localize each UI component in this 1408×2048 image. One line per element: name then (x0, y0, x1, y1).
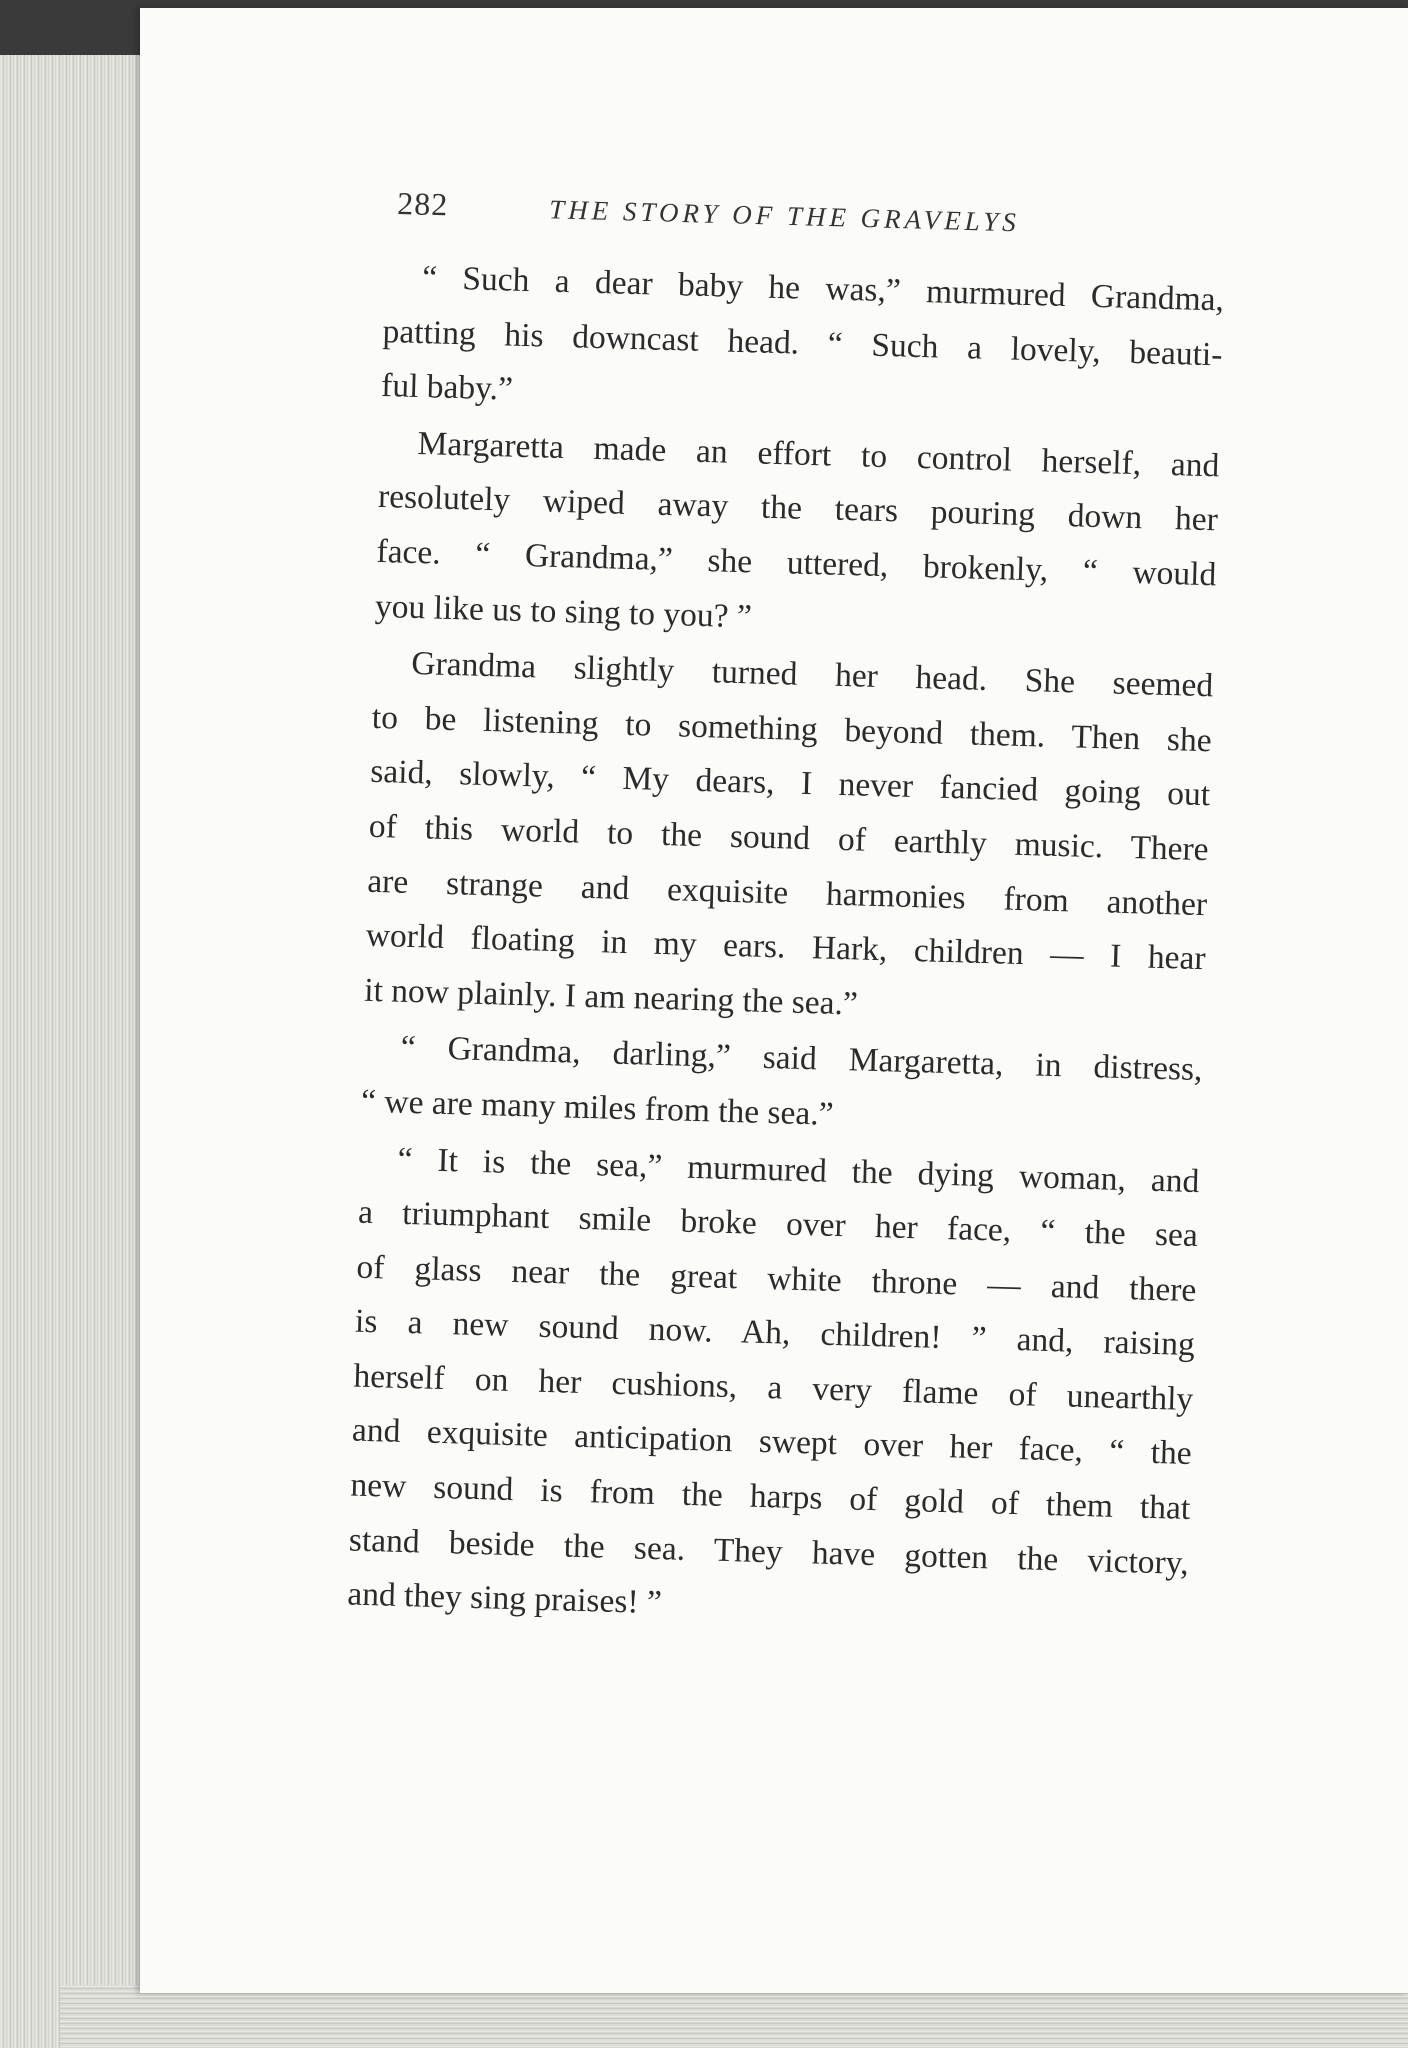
text-line: Margaretta made an effort to control herself, and (417, 424, 1220, 485)
text-line: new sound is from the harps of gold of them that (349, 1466, 1191, 1528)
paragraph (347, 1131, 1200, 1646)
text-line: “ Such a dear baby he was,” murmured Grandma, (421, 259, 1225, 319)
page-edges-left (0, 55, 150, 2048)
text-line: “ Grandma, darling,” said Margaretta, in distress, (400, 1029, 1203, 1089)
text-line: patting his downcast head. “ Such a lovely, beauti- (382, 312, 1223, 374)
text-line: of this world to the sound of earthly music. There (368, 807, 1210, 869)
text-line: world floating in my ears. Hark, children — I hear (365, 916, 1207, 978)
text-line: ful baby.” (380, 367, 514, 408)
text-line: “ It is the sea,” murmured the dying woman, and (397, 1140, 1200, 1200)
book-title: THE STORY OF THE GRAVELYS (548, 194, 1021, 238)
paragraph (374, 416, 1220, 658)
text-line: Grandma slightly turned her head. She seemed (410, 645, 1214, 705)
text-line: face. “ Grandma,” she uttered, brokenly, “ would (376, 532, 1217, 594)
text-line: and they sing praises! ” (346, 1575, 663, 1622)
page-number: 282 (396, 184, 449, 223)
text-line: said, slowly, “ My dears, I never fancied going out (369, 753, 1211, 814)
text-line: and exquisite anticipation swept over her face, “ the (351, 1412, 1193, 1473)
text-line: resolutely wiped away the tears pouring down her (377, 478, 1219, 539)
paragraph (360, 1020, 1203, 1153)
text-line: of glass near the great white throne — and there (356, 1248, 1197, 1309)
text-line: stand beside the sea. They have gotten the victory, (348, 1521, 1190, 1582)
paragraph (364, 636, 1214, 1041)
text-line: a triumphant smile broke over her face, “ the sea (357, 1193, 1199, 1255)
text-line: are strange and exquisite harmonies from another (366, 862, 1208, 923)
body-text (347, 250, 1225, 1648)
text-line: “ we are many miles from the sea.” (360, 1082, 835, 1133)
text-line: to be listening to something beyond them. Then she (371, 698, 1213, 760)
text-line: herself on her cushions, a very flame of unearthly (353, 1357, 1194, 1418)
text-line: is a new sound now. Ah, children! ” and, raising (354, 1302, 1196, 1364)
text-line: you like us to sing to you? ” (374, 587, 753, 635)
page-edges-bottom (60, 1985, 1408, 2048)
text-line: it now plainly. I am nearing the sea.” (363, 971, 859, 1023)
paragraph (380, 250, 1224, 437)
